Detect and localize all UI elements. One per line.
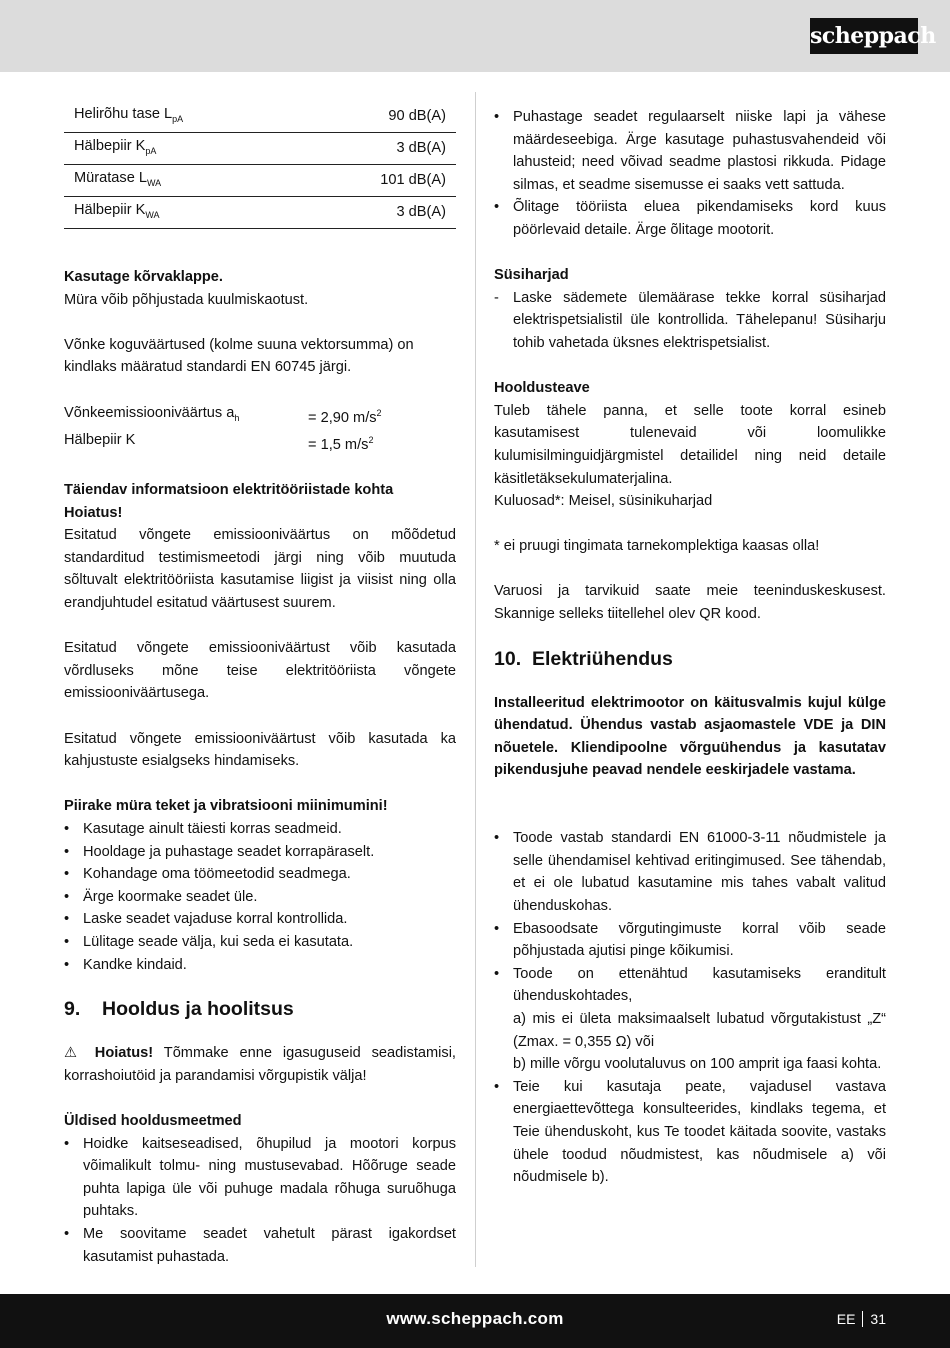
service-info-text: Tuleb tähele panna, et selle toote korral esineb kasutamisest tulenevaid või loomulikke kulumisilminguidjärgmistel detailidel ning neid detaile käsitletäksekulumaterjalina. — [494, 402, 886, 487]
list-item: • Kandke kindaid. — [64, 954, 456, 977]
electrical-list — [494, 827, 886, 1189]
carbon-brushes-list — [494, 287, 886, 355]
vibration-label: Võnkeemissiooniväärtus a — [64, 404, 235, 421]
list-item: • Teie kui kasutaja peate, vajadusel vastava energiaettevõttega konsulteerides, kindlaks tegema, et Teie ühenduskoht, kus Te toodet käitada soovite, vastaks ühele toodud nõudmistest, kas nõudmisele a) või nõudmisele b). — [494, 1076, 886, 1189]
table-row: Hälbepiir $K_{WA}$ 3 dB(A) — [64, 197, 456, 229]
separator — [862, 1311, 863, 1327]
list-item: • Ärge koormake seadet üle. — [64, 886, 456, 909]
vibration-value: = 2,90 m/s — [308, 409, 377, 426]
noise-label: Hälbepiir K — [74, 201, 146, 218]
vibration-value: = 1,5 m/s — [308, 436, 369, 453]
list-item: • Kasutage ainult täiesti korras seadmeid. — [64, 818, 456, 841]
section-title: Hooldus ja hoolitsus — [102, 998, 294, 1021]
list-item: • Me soovitame seadet vahetult pärast igakordset kasutamist puhastada. — [64, 1223, 456, 1268]
list-item: • Ebasoodsate võrgutingimuste korral võib seade põhjustada ajutisi pinge kõikumisi. — [494, 918, 886, 963]
list-item — [494, 963, 886, 1076]
noise-value: 3 dB(A) — [300, 133, 456, 165]
noise-label: Helirõhu tase L — [74, 105, 173, 122]
general-maintenance-title: Üldised hooldusmeetmed — [64, 1112, 242, 1129]
noise-label: Müratase L — [74, 169, 148, 186]
list-item-option-a: a) mis ei ületa maksimaalselt lubatud võrgutakistust „Z“ (Zmax. = 0,355 Ω) või — [513, 1010, 886, 1050]
wear-parts-text: Kuluosad*: Meisel, süsinikuharjad — [494, 493, 713, 510]
emission-paragraph: Esitatud võngete emissiooniväärtus on mõõdetud standarditud testimismeetodi järgi ning võib muutuda sõltuvalt elektritööriista kasutamise liigist ja viisist ning olla erandjuhtudel esitatud väärtusest suurem. — [64, 527, 456, 612]
noise-value: 101 dB(A) — [300, 165, 456, 197]
limit-noise-list — [64, 818, 456, 976]
spare-parts-text: Varuosi ja tarvikuid saate meie teeninduskeskusest. Skannige selleks tiitellehel olev QR kood. — [494, 583, 886, 623]
noise-value: 3 dB(A) — [300, 197, 456, 229]
list-item: • Õlitage tööriista eluea pikendamiseks kord kuus pöörlevaid detaile. Ärge õlitage mootorit. — [494, 196, 886, 241]
list-item: • Toode vastab standardi EN 61000-3-11 nõudmistele ja selle ühendamisel kehtivad eritingimused. See tähendab, et ei ole lubatud kasutamine mis tahes vabalt valitud ühenduskohas. — [494, 827, 886, 917]
left-column — [64, 106, 456, 1268]
limit-noise-title: Piirake müra teket ja vibratsiooni miinimumini! — [64, 798, 388, 815]
section-number: 10. — [494, 647, 522, 670]
list-item: • Kohandage oma töömeetodid seadmega. — [64, 863, 456, 886]
list-item: • Hooldage ja puhastage seadet korrapäraselt. — [64, 841, 456, 864]
maintenance-warning — [64, 1042, 456, 1087]
section-title: Elektriühendus — [532, 647, 673, 670]
noise-value: 90 dB(A) — [300, 101, 456, 133]
page-footer — [0, 1294, 950, 1348]
warning-label: Hoiatus! — [94, 1045, 154, 1062]
table-row: Müratase $L_{WA}$ 101 dB(A) — [64, 165, 456, 197]
list-item: - Laske sädemete ülemäärase tekke korral süsiharjad elektrispetsialistil üle kontrollida. Tähelepanu! Süsiharju tohib vahetada üksnes elektrispetsialist. — [494, 287, 886, 355]
warning-text: Tõmmake enne igasuguseid seadistamisi, korrashoiutöid ja parandamisi võrgupistik välja! — [64, 1045, 456, 1084]
section-heading — [494, 644, 886, 674]
carbon-brushes-title: Süsiharjad — [494, 267, 569, 284]
language-code: EE — [836, 1311, 856, 1327]
warning-title: Hoiatus! — [64, 504, 123, 521]
page-header — [0, 0, 950, 72]
list-item-text: Toode on ettenähtud kasutamiseks eranditult ühenduskohtades, — [513, 965, 886, 1005]
cleaning-list — [494, 106, 886, 242]
page-number-value: 31 — [870, 1311, 886, 1327]
ear-protection-title: Kasutage kõrvaklappe. — [64, 269, 223, 285]
service-info-title: Hooldusteave — [494, 380, 590, 397]
vibration-text: Võnke koguväärtused (kolme suuna vektorsumma) on kindlaks määratud standardi EN 60745 järgi. — [64, 336, 414, 376]
info-title: Täiendav informatsioon elektritööriistade kohta — [64, 482, 394, 499]
table-row: Hälbepiir $K_{pA}$ 3 dB(A) — [64, 133, 456, 165]
website-link[interactable]: www.scheppach.com — [386, 1309, 564, 1328]
table-row: Helirõhu tase $L_{pA}$ 90 dB(A) — [64, 101, 456, 133]
emission-paragraph: Esitatud võngete emissiooniväärtust võib kasutada võrdluseks mõne teise elektritööriista võngete emissiooniväärtusega. — [64, 640, 456, 702]
list-item: • Hoidke kaitseseadised, õhupilud ja mootori korpus võimalikult tolmu- ning mustusevabad. Hõõruge seade puhta lapiga üle või puhuge madala rõhuga suruõhuga puhtaks. — [64, 1133, 456, 1223]
vibration-row: Hälbepiir K = 1,5 $m/s^2$ — [64, 429, 456, 456]
section-heading — [64, 994, 456, 1024]
general-maintenance-list — [64, 1133, 456, 1269]
noise-table — [64, 101, 456, 229]
vibration-row: Võnkeemissiooniväärtus $a_h$ = 2,90 $m/s^2$ — [64, 404, 382, 426]
page-number — [837, 1294, 886, 1344]
list-item: • Lülitage seade välja, kui seda ei kasutata. — [64, 931, 456, 954]
warning-triangle-icon: ⚠ — [64, 1045, 84, 1062]
section-number: 9. — [64, 998, 81, 1021]
list-item: • Puhastage seadet regulaarselt niiske lapi ja vähese määrdeseebiga. Ärge kasutage puhastusvahendeid või lahusteid; need võivad seadme plastosi rikkuda. Pidage silmas, et seadme sisemusse ei saaks vett sattuda. — [494, 106, 886, 196]
ear-protection-text: Müra võib põhjustada kuulmiskaotust. — [64, 291, 309, 308]
scheppach-logo: scheppach — [810, 18, 918, 54]
list-item: • Laske seadet vajaduse korral kontrollida. — [64, 908, 456, 931]
vibration-label: Hälbepiir K — [64, 432, 136, 449]
footnote-text: * ei pruugi tingimata tarnekomplektiga kaasas olla! — [494, 538, 820, 555]
right-column — [494, 106, 886, 1189]
column-divider — [475, 92, 476, 1267]
noise-label: Hälbepiir K — [74, 137, 146, 154]
electrical-intro: Installeeritud elektrimootor on käitusvalmis kujul külge ühendatud. Ühendus vastab asjaomastele VDE ja DIN nõuetele. Kliendipoolne võrguühendus ja kasutatav pikendusjuhe peavad nendele eeskirjadele vastama. — [494, 694, 886, 779]
emission-paragraph: Esitatud võngete emissiooniväärtust võib kasutada ka kahjustuste esialgseks hindamiseks. — [64, 730, 456, 770]
list-item-option-b: b) mille võrgu voolutaluvus on 100 amprit iga faasi kohta. — [513, 1056, 882, 1073]
